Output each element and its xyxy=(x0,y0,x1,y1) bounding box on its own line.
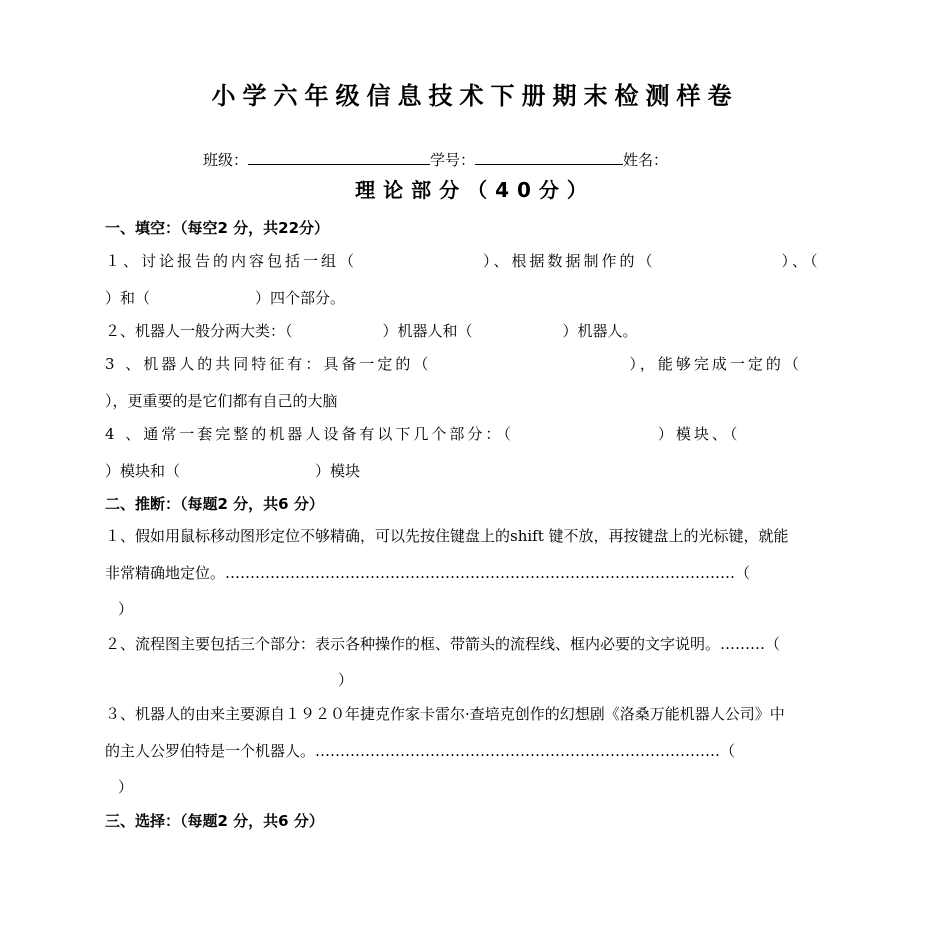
s1-q4-line2: ）模块和（ ）模块 xyxy=(105,462,361,480)
s2-q1-line1: １、假如用鼠标移动图形定位不够精确，可以先按住键盘上的shift 键不放，再按键盘上的光标键，就能 xyxy=(105,527,789,545)
s1-q3-line1: 3 、机器人的共同特征有：具备一定的（ ），能够完成一定的（ xyxy=(105,355,802,373)
s1-q3-line2: ），更重要的是它们都有自己的大脑 xyxy=(105,392,338,410)
s1-q2: ２、机器人一般分两大类：（ ）机器人和（ ）机器人。 xyxy=(105,322,638,340)
s2-q1-line3: ） xyxy=(118,600,134,618)
s1-q1-line1: １、讨论报告的内容包括一组（ ）、根据数据制作的（ ）、（ xyxy=(105,252,821,270)
class-blank xyxy=(248,150,430,165)
page-title: 小学六年级信息技术下册期末检测样卷 xyxy=(211,82,739,110)
s2-q3-line2: 的主人公罗伯特是一个机器人。………………………………………………………………………（ xyxy=(105,742,736,760)
name-label: 姓名： xyxy=(623,151,669,169)
class-label: 班级： xyxy=(203,151,249,169)
student-info-row xyxy=(203,150,668,170)
student-id-label: 学号： xyxy=(430,151,476,169)
section1-header: 一、填空：（每空2 分，共22分） xyxy=(105,219,330,237)
s2-q3-line3: ） xyxy=(118,778,134,796)
s1-q1-line2: ）和（ ）四个部分。 xyxy=(105,289,346,307)
section3-header: 三、选择：（每题2 分，共6 分） xyxy=(105,812,324,830)
s2-q2-line1: ２、流程图主要包括三个部分：表示各种操作的框、带箭头的流程线、框内必要的文字说明。………（ xyxy=(105,635,781,653)
s2-q2-line2: ） xyxy=(338,671,354,689)
s2-q1-line2: 非常精确地定位。…………………………………………………………………………………………（ xyxy=(105,564,751,582)
student-id-blank xyxy=(475,150,623,165)
s1-q4-line1: 4 、通常一套完整的机器人设备有以下几个部分：（ ）模块、（ xyxy=(105,425,741,443)
section-subtitle: 理论部分（40分） xyxy=(355,178,595,202)
section2-header: 二、推断：（每题2 分，共6 分） xyxy=(105,495,324,513)
s2-q3-line1: ３、机器人的由来主要源自１９２０年捷克作家卡雷尔·查培克创作的幻想剧《洛桑万能机器人公司》中 xyxy=(105,705,785,723)
